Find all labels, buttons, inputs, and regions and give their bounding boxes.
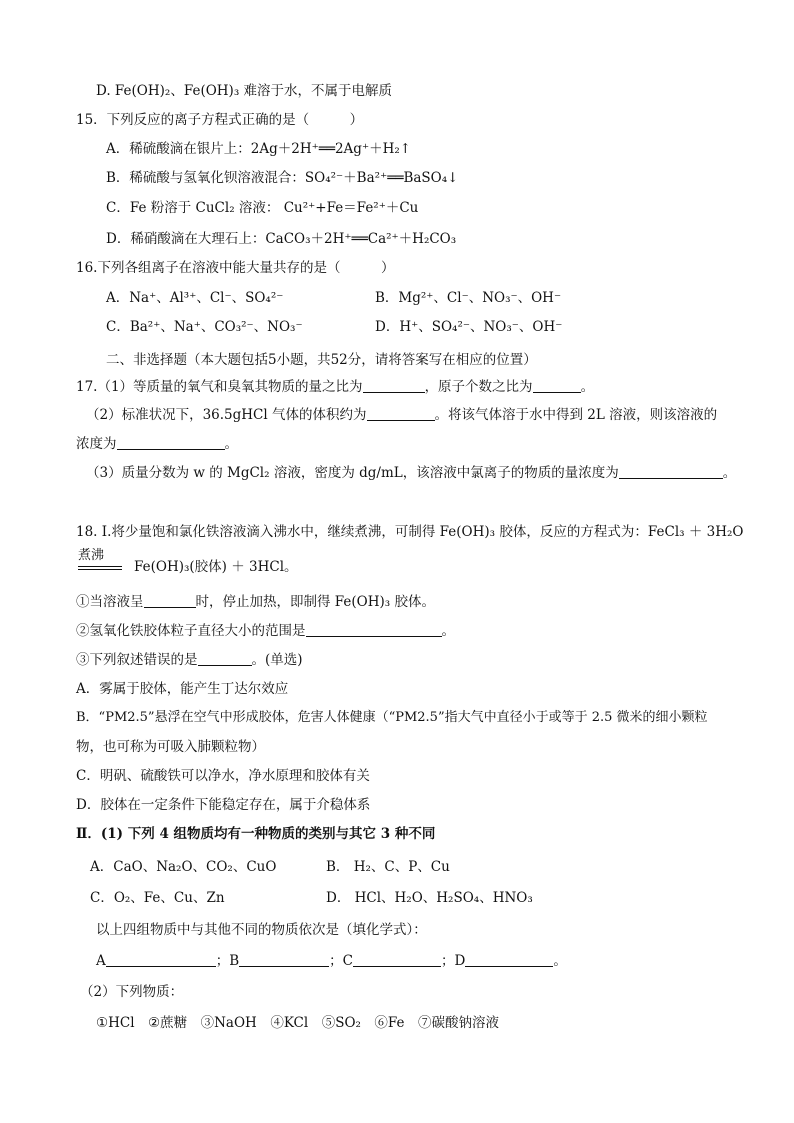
period: 。 <box>224 436 238 452</box>
substance-list: ①HCl ②蔗糖 ③NaOH ④KCl ⑤SO₂ ⑥Fe ⑦碳酸钠溶液 <box>96 1015 500 1031</box>
question-18-sub1 <box>76 592 435 612</box>
option-15d: D．稀硝酸滴在大理石上：CaCO₃＋2H⁺══Ca²⁺＋H₂CO₃ <box>106 231 457 247</box>
q18-1-text-b: 时，停止加热，即制得 Fe(OH)₃ 胶体。 <box>195 594 435 610</box>
option-18d: D．胶体在一定条件下能稳定存在，属于介稳体系 <box>76 797 371 813</box>
group-c: C．O₂、Fe、Cu、Zn <box>90 890 225 906</box>
question-17-part2 <box>86 405 717 425</box>
answer-blank[interactable] <box>306 622 442 637</box>
option-16a: A．Na⁺、Al³⁺、Cl⁻、SO₄²⁻ <box>106 290 284 306</box>
label-b: ；B <box>215 953 240 969</box>
q18-3-text-b: 。(单选) <box>251 652 303 668</box>
option-18b: B．“PM2.5”悬浮在空气中形成胶体，危害人体健康（“PM2.5”指大气中直径小于或等于 2.5 微米的细小颗粒 <box>76 710 708 725</box>
boil-label: 煮沸 <box>78 548 105 563</box>
period: 。 <box>580 379 595 395</box>
question-15: 15．下列反应的离子方程式正确的是（ ） <box>76 112 364 128</box>
answer-blank-d[interactable] <box>465 952 553 967</box>
label-d: ；D <box>441 953 466 969</box>
q17-2-text-b: 。将该气体溶于水中得到 2L 溶液，则该溶液的 <box>434 407 718 423</box>
answer-blank[interactable] <box>144 593 196 608</box>
q18-1-text-a: ①当溶液呈 <box>76 594 144 610</box>
option-16b: B．Mg²⁺、Cl⁻、NO₃⁻、OH⁻ <box>375 290 562 306</box>
question-17-part2-cont <box>76 434 238 454</box>
q17-2-text-a: （2）标准状况下，36.5gHCl 气体的体积约为 <box>86 407 367 423</box>
section-heading: 二、非选择题（本大题包括5小题，共52分，请将答案写在相应的位置） <box>106 352 537 368</box>
answer-blank-c[interactable] <box>353 952 441 967</box>
question-18-intro: 18. Ⅰ.将少量饱和氯化铁溶液滴入沸水中，继续煮沸，可制得 Fe(OH)₃ 胶体，反应的方程式为：FeCl₃ ＋ 3H₂O <box>76 524 744 540</box>
group-d: D． HCl、H₂O、H₂SO₄、HNO₃ <box>326 890 533 906</box>
boil-condition <box>78 548 122 570</box>
question-16: 16.下列各组离子在溶液中能大量共存的是（ ） <box>76 260 395 276</box>
q17-2-text-c: 浓度为 <box>76 436 117 452</box>
q17-1-text-a: 17.（1）等质量的氧气和臭氧其物质的量之比为 <box>76 379 363 395</box>
option-18a: A．雾属于胶体，能产生丁达尔效应 <box>76 681 289 697</box>
option-18c: C．明矾、硫酸铁可以净水，净水原理和胶体有关 <box>76 768 370 784</box>
option-16c: C．Ba²⁺、Na⁺、CO₃²⁻、NO₃⁻ <box>106 319 303 335</box>
answer-blank[interactable] <box>533 378 581 393</box>
period: 。 <box>441 623 455 639</box>
option-16d: D．H⁺、SO₄²⁻、NO₃⁻、OH⁻ <box>375 319 563 335</box>
label-c: ；C <box>329 953 354 969</box>
period: 。 <box>553 953 567 969</box>
question-17-part1 <box>76 377 594 397</box>
answer-blank[interactable] <box>619 464 723 479</box>
answer-blank-b[interactable] <box>239 952 329 967</box>
question-18-part2-sub2: （2）下列物质： <box>80 984 184 1000</box>
question-18-sub2 <box>76 621 455 641</box>
option-18b-cont: 物，也可称为可吸入肺颗粒物） <box>76 739 265 755</box>
option-15c: C．Fe 粉溶于 CuCl₂ 溶液： Cu²⁺+Fe＝Fe²⁺＋Cu <box>106 200 419 216</box>
question-18-sub3 <box>76 650 303 670</box>
answer-blank[interactable] <box>198 651 252 666</box>
answer-blank[interactable] <box>117 435 225 450</box>
q18-3-text-a: ③下列叙述错误的是 <box>76 652 198 668</box>
answer-row <box>96 951 567 971</box>
group-a: A．CaO、Na₂O、CO₂、CuO <box>90 859 277 875</box>
answer-blank-a[interactable] <box>106 952 216 967</box>
period: 。 <box>722 465 737 481</box>
option-15b: B．稀硫酸与氢氧化钡溶液混合：SO₄²⁻＋Ba²⁺══BaSO₄↓ <box>106 170 459 186</box>
group-b: B． H₂、C、P、Cu <box>326 859 450 875</box>
option-15a: A．稀硫酸滴在银片上：2Ag＋2H⁺══2Ag⁺＋H₂↑ <box>106 141 412 157</box>
question-18-intro-cont: Fe(OH)₃(胶体) ＋ 3HCl。 <box>134 559 298 575</box>
q17-3-text: （3）质量分数为 w 的 MgCl₂ 溶液，密度为 dg/mL，该溶液中氯离子的物质的量浓度为 <box>86 465 619 481</box>
label-a: A <box>96 953 106 969</box>
question-18-part2: Ⅱ．(1) 下列 4 组物质均有一种物质的类别与其它 3 种不同 <box>76 826 436 842</box>
q18-2-text: ②氢氧化铁胶体粒子直径大小的范围是 <box>76 623 306 639</box>
option-14d: D. Fe(OH)₂、Fe(OH)₃ 难溶于水，不属于电解质 <box>96 83 393 99</box>
equation-arrow <box>78 566 122 570</box>
q17-1-text-b: ，原子个数之比为 <box>424 379 533 395</box>
answer-blank[interactable] <box>367 406 435 421</box>
question-18-ask: 以上四组物质中与其他不同的物质依次是（填化学式）： <box>96 922 427 938</box>
question-17-part3 <box>86 463 736 483</box>
answer-blank[interactable] <box>363 378 425 393</box>
